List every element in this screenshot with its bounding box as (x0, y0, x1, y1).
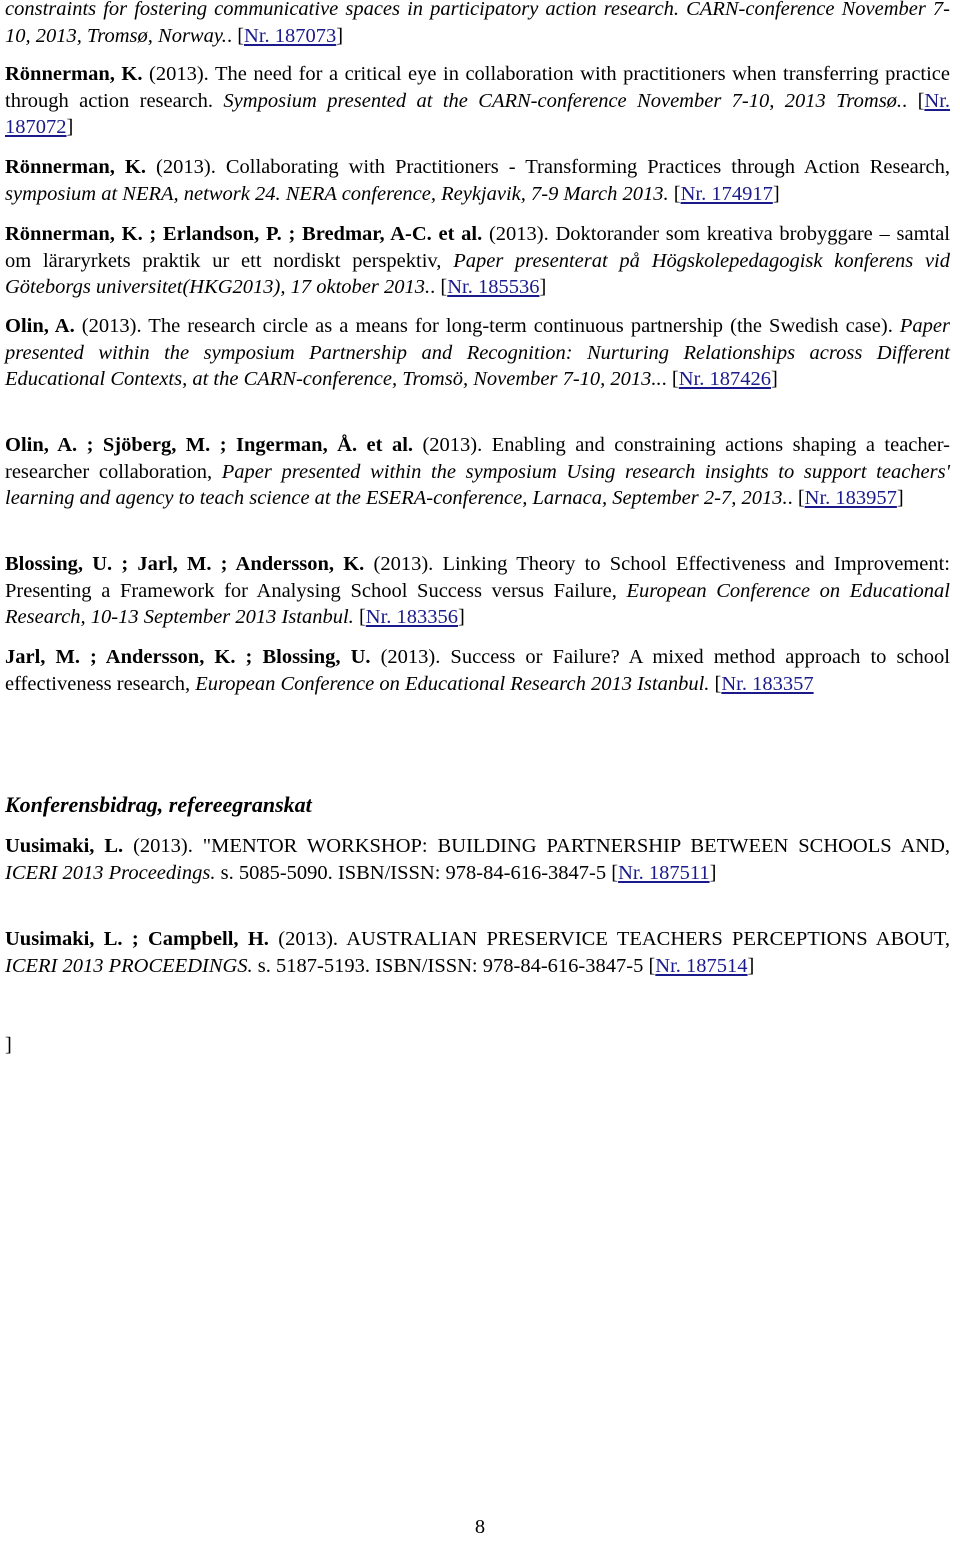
reference-venue: ICERI 2013 PROCEEDINGS. (5, 954, 253, 977)
reference-link[interactable]: Nr. 183957 (804, 487, 897, 510)
reference-year: (2013). (74, 315, 142, 337)
reference-venue: Paper presented within the symposium Using research insights to support teachers' learning and agency to teach science at the ESERA-conference, Larnaca, September 2-7, 2013. (5, 460, 950, 510)
reference-venue: Symposium presented at the CARN-conference November 7-10, 2013 Tromsø. (213, 89, 903, 112)
reference-punct: . (226, 24, 238, 47)
stray-bracket: ] (5, 1034, 12, 1056)
reference-punct: . (430, 276, 441, 299)
reference-authors: Jarl, M. ; Andersson, K. ; Blossing, U. (5, 646, 371, 668)
reference-title: Success or Failure? A mixed method approach to school effectiveness research, (5, 646, 951, 695)
reference-entry: Olin, A. ; Sjöberg, M. ; Ingerman, Å. et al. (2013). Enabling and constraining actions shaping a teacher-researcher collaboration, Paper presented within the symposium Using research insights to support teachers' learning and agency to teach science at the ESERA-conference, Larnaca, September 2-7, 2013.. [Nr. 183957] (5, 434, 950, 510)
reference-title: "MENTOR WORKSHOP: BUILDING PARTNERSHIP BETWEEN SCHOOLS AND, (192, 835, 950, 857)
reference-venue: Paper presenterat på Högskolepedagogisk konferens vid Göteborgs universitet(HKG2013), 17 oktober 2013. (5, 249, 950, 299)
reference-year: (2013). (123, 835, 193, 857)
reference-year: (2013). (268, 928, 339, 950)
reference-link[interactable]: Nr. 187511 (618, 861, 710, 884)
reference-entry: Jarl, M. ; Andersson, K. ; Blossing, U. (2013). Success or Failure? A mixed method approach to school effectiveness research, European Conference on Educational Research 2013 Istanbul. [Nr. 183357 (5, 646, 951, 695)
reference-year: (2013). (364, 553, 434, 575)
reference-link[interactable]: Nr. 183357 (721, 672, 814, 695)
reference-authors: Uusimaki, L. (5, 835, 124, 857)
reference-title: Linking Theory to School Effectiveness and Improvement: Presenting a Framework for Analysing School Success versus Failure, (5, 553, 950, 602)
reference-entry: Uusimaki, L. ; Campbell, H. (2013). AUSTRALIAN PRESERVICE TEACHERS PERCEPTIONS ABOUT, ICERI 2013 PROCEEDINGS. s. 5187-5193. ISBN/ISSN: 978-84-616-3847-5 [Nr. 187514] (5, 928, 951, 977)
reference-link[interactable]: Nr. 187073 (244, 24, 337, 47)
reference-venue: ICERI 2013 Proceedings. (5, 861, 216, 884)
reference-title: The need for a critical eye in collaboration with practitioners when transferring practice through action research. (5, 63, 951, 112)
reference-entry: Olin, A. (2013). The research circle as a means for long-term continuous partnership (the Swedish case). Paper presented within the symposium Partnership and Recognition: Nurturing Relationships across Different Educational Contexts, at the CARN-conference, Tromsö, November 7-10, 2013... [Nr. 187426] (5, 315, 950, 391)
reference-year: (2013). (482, 223, 549, 245)
reference-link[interactable]: Nr. 187426 (678, 368, 771, 391)
reference-link[interactable]: Nr. 187514 (655, 954, 748, 977)
reference-title: Enabling and constraining actions shaping a teacher-researcher collaboration, (5, 434, 950, 483)
reference-entry: constraints for fostering communicative spaces in participatory action research. CARN-conference November 7-10, 2013, Tromsø, Norway.. [Nr. 187073] (5, 0, 950, 47)
reference-authors: Rönnerman, K. (5, 156, 147, 178)
reference-venue: symposium at NERA, network 24. NERA conference, Reykjavik, 7-9 March 2013. (5, 182, 669, 205)
reference-title: AUSTRALIAN PRESERVICE TEACHERS PERCEPTIONS ABOUT, (338, 928, 951, 950)
reference-title: Collaborating with Practitioners - Transforming Practices through Action Research, (215, 156, 951, 178)
reference-authors: Uusimaki, L. ; Campbell, H. (5, 928, 269, 950)
reference-authors: Olin, A. (5, 315, 75, 337)
reference-venue: European Conference on Educational Research, 10-13 September 2013 Istanbul. (5, 579, 950, 629)
reference-title: The research circle as a means for long-term continuous partnership (the Swedish case). (141, 315, 893, 337)
reference-link[interactable]: Nr. 187072 (5, 89, 951, 139)
reference-entry: Uusimaki, L. (2013). "MENTOR WORKSHOP: BUILDING PARTNERSHIP BETWEEN SCHOOLS AND, ICERI 2013 Proceedings. s. 5085-5090. ISBN/ISSN: 978-84-616-3847-5 [Nr. 187511] (5, 835, 950, 884)
reference-entry: Rönnerman, K. (2013). Collaborating with Practitioners - Transforming Practices through Action Research, symposium at NERA, network 24. NERA conference, Reykjavik, 7-9 March 2013. [Nr. 174917] (5, 156, 951, 205)
reference-title: Doktorander som kreativa brobyggare – samtal om läraryrkets praktik ur ett nordiskt perspektiv, (5, 223, 951, 272)
reference-venue: Paper presented within the symposium Partnership and Recognition: Nurturing Relationships across Different Educational Contexts, at the CARN-conference, Tromsö, November 7-10, 2013.. (5, 315, 950, 391)
reference-details: s. 5085-5090. ISBN/ISSN: 978-84-616-3847-5 (215, 861, 612, 884)
reference-year: (2013). (413, 434, 483, 456)
reference-punct: . (902, 89, 918, 112)
reference-year: (2013). (370, 646, 441, 668)
reference-venue: constraints for fostering communicative spaces in participatory action research. CARN-conference November 7-10, 2013, Tromsø, Norway. (5, 0, 950, 47)
reference-authors: Rönnerman, K. ; Erlandson, P. ; Bredmar, A-C. et al. (5, 223, 483, 245)
reference-year: (2013). (142, 63, 209, 85)
reference-year: (2013). (146, 156, 216, 178)
reference-link[interactable]: Nr. 185536 (447, 276, 540, 299)
reference-punct: . (661, 368, 672, 391)
reference-entry: Rönnerman, K. ; Erlandson, P. ; Bredmar, A-C. et al. (2013). Doktorander som kreativa brobyggare – samtal om läraryrkets praktik ur ett nordiskt perspektiv, Paper presenterat på Högskolepedagogisk konferens vid Göteborgs universitet(HKG2013), 17 oktober 2013.. [Nr. 185536] (5, 223, 951, 299)
reference-authors: Olin, A. ; Sjöberg, M. ; Ingerman, Å. et al. (5, 434, 414, 456)
reference-authors: Rönnerman, K. (5, 63, 143, 85)
reference-venue: European Conference on Educational Research 2013 Istanbul. (190, 672, 710, 695)
reference-authors: Blossing, U. ; Jarl, M. ; Andersson, K. (5, 553, 365, 575)
reference-link[interactable]: Nr. 183356 (365, 606, 459, 629)
reference-details: s. 5187-5193. ISBN/ISSN: 978-84-616-3847-5 (252, 954, 649, 977)
section-heading: Konferensbidrag, refereegranskat (5, 792, 312, 817)
reference-entry: Rönnerman, K. (2013). The need for a critical eye in collaboration with practitioners when transferring practice through action research. Symposium presented at the CARN-conference November 7-10, 2013 Tromsø.. [Nr. 187072] (5, 63, 951, 139)
page-number: 8 (474, 1516, 486, 1538)
reference-link[interactable]: Nr. 174917 (680, 182, 773, 205)
reference-punct: . (787, 487, 798, 510)
reference-entry: Blossing, U. ; Jarl, M. ; Andersson, K. (2013). Linking Theory to School Effectiveness and Improvement: Presenting a Framework for Analysing School Success versus Failure, European Conference on Educational Research, 10-13 September 2013 Istanbul. [Nr. 183356] (5, 553, 950, 629)
